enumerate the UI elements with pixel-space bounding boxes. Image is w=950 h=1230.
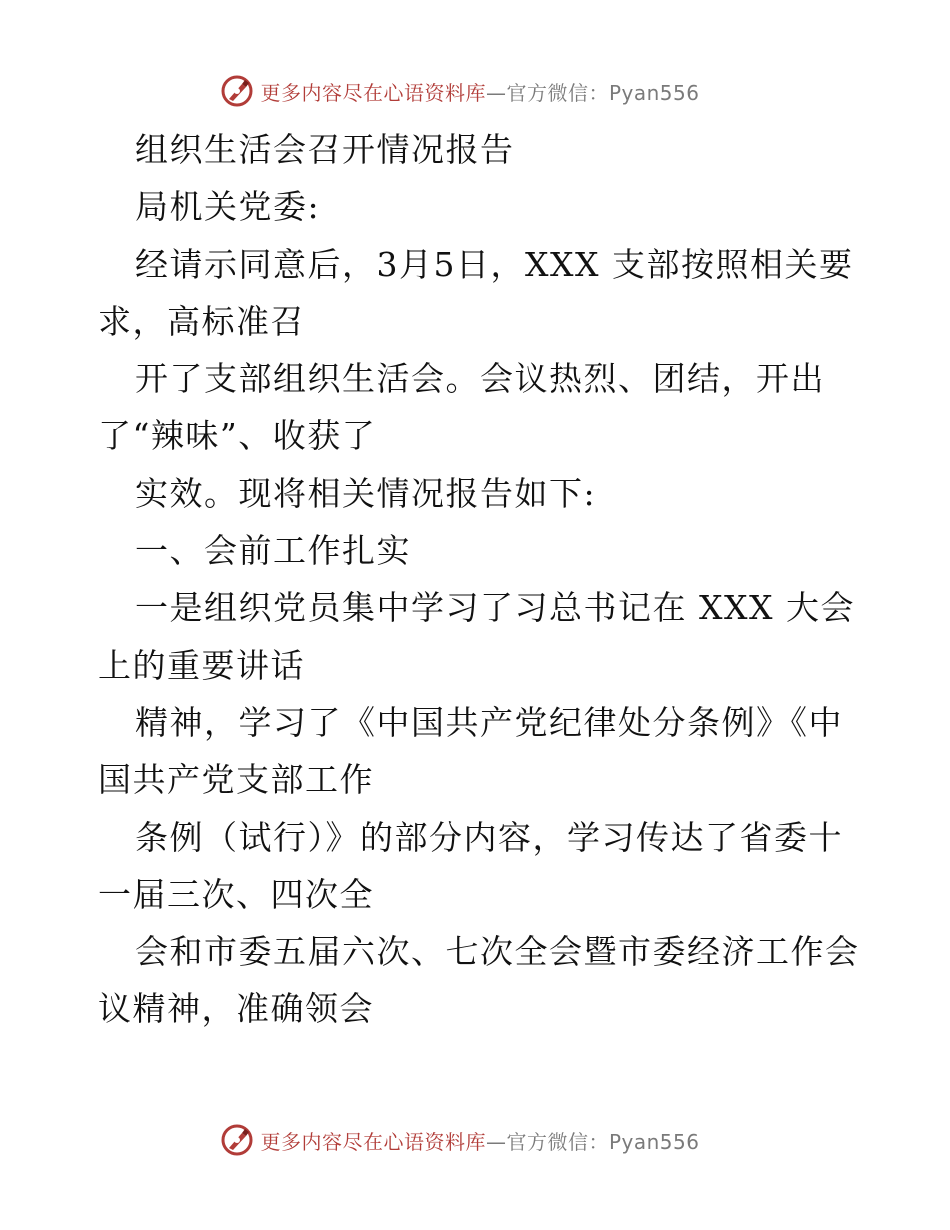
watermark-main: 更多内容尽在心语资料库 — [260, 80, 486, 105]
watermark-sub: —官方微信：Pyan556 — [485, 80, 700, 105]
watermark-main: 更多内容尽在心语资料库 — [260, 1129, 486, 1154]
pen-logo-icon — [220, 1123, 254, 1157]
text-line: 会和市委五届六次、七次全会暨市委经济工作会 — [135, 932, 860, 972]
text-line: 了“辣味”、收获了 — [98, 416, 377, 456]
header-watermark — [0, 71, 950, 111]
text-line: 一、会前工作扎实 — [135, 531, 411, 571]
text-line: 实效。现将相关情况报告如下: — [135, 473, 597, 513]
text-line: 局机关党委: — [135, 187, 321, 227]
text-line: 条例（试行）》的部分内容，学习传达了省委十 — [135, 817, 843, 857]
text-line: 议精神，准确领会 — [98, 989, 374, 1029]
text-line: 上的重要讲话 — [98, 645, 305, 685]
watermark-text — [260, 1126, 699, 1155]
footer-watermark — [0, 1120, 950, 1160]
text-line: 经请示同意后，3月5日，XXX 支部按照相关要 — [135, 244, 854, 284]
watermark-text — [260, 77, 699, 106]
pen-logo-icon — [220, 74, 254, 108]
text-line: 开了支部组织生活会。会议热烈、团结，开出 — [135, 359, 825, 399]
document-body — [98, 121, 858, 1038]
text-line: 精神，学习了《中国共产党纪律处分条例》《中 — [135, 702, 843, 742]
text-line: 组织生活会召开情况报告 — [135, 130, 515, 169]
text-line: 一届三次、四次全 — [98, 874, 374, 914]
text-line: 国共产党支部工作 — [98, 760, 374, 800]
text-line: 求，高标准召 — [98, 301, 305, 341]
watermark-sub: —官方微信：Pyan556 — [485, 1129, 700, 1154]
text-line: 一是组织党员集中学习了习总书记在 XXX 大会 — [135, 588, 855, 628]
